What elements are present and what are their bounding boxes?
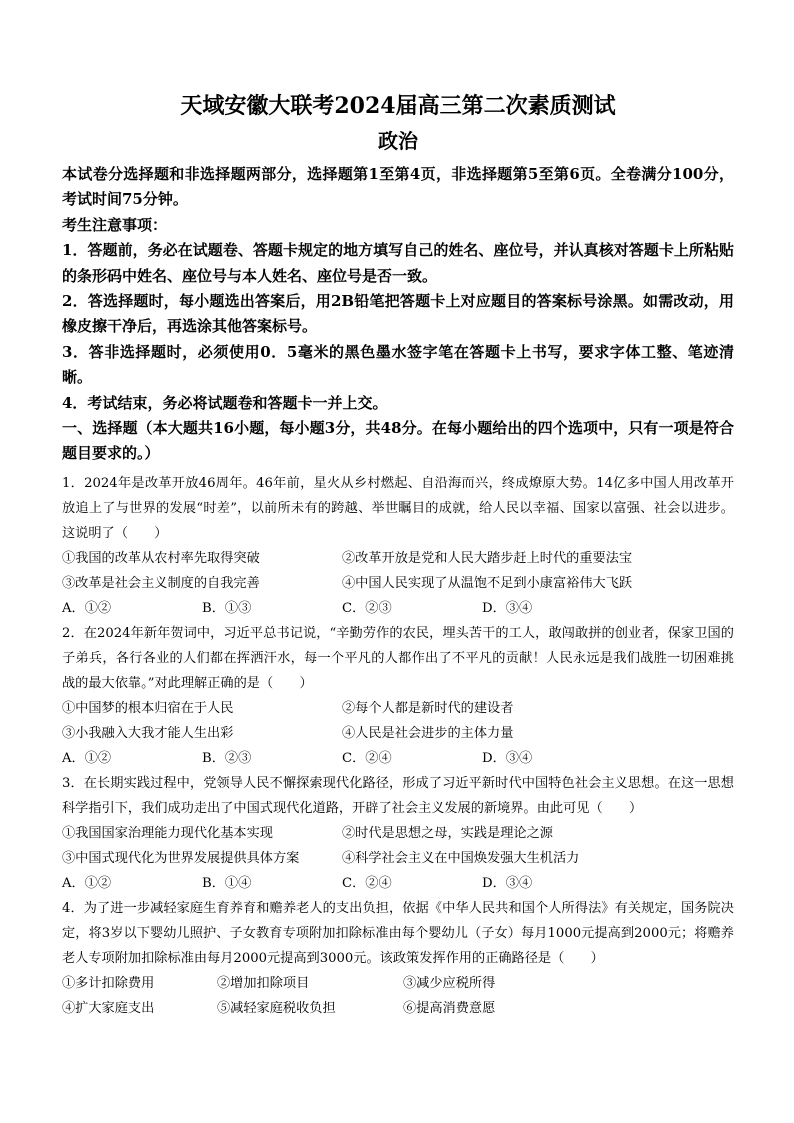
question-stem: 1．2024年是改革开放46周年。46年前，星火从乡村燃起、自沿海而兴，终成燎原大势。14亿多中国人用改革开放追上了与世界的发展“时差”，以前所未有的跨越、举世瞩目的成就，给人民以幸福、国家以富强、社会以进步。这说明了（ ） bbox=[62, 475, 734, 541]
option-item: ③改革是社会主义制度的自我完善 bbox=[62, 575, 260, 591]
notice-item: 1．答题前，务必在试题卷、答题卡规定的地方填写自己的姓名、座位号，并认真核对答题卡上所粘贴的条形码中姓名、座位号与本人姓名、座位号是否一致。 bbox=[62, 241, 734, 285]
question-stem: 4．为了进一步减轻家庭生育养育和赡养老人的支出负担，依据《中华人民共和国个人所得法》有关规定，国务院决定，将3岁以下婴幼儿照护、子女教育专项附加扣除标准由每个婴幼儿（子女）每月1000元提高到2000元；将赡养老人专项附加扣除标准由每月2000元提高到3000元。该政策发挥作用的正确路径是（ ） bbox=[62, 900, 734, 966]
option-item: ③减少应税所得 bbox=[403, 975, 496, 991]
option-item: ⑥提高消费意愿 bbox=[403, 1000, 496, 1016]
option-list bbox=[62, 546, 734, 596]
answer-choice: A．①② bbox=[62, 600, 112, 616]
answer-choice: C．②④ bbox=[342, 875, 392, 891]
option-item: ②改革开放是党和人民大踏步赶上时代的重要法宝 bbox=[342, 550, 633, 566]
notice-item: 2．答选择题时，每小题选出答案后，用2B铅笔把答题卡上对应题目的答案标号涂黑。如需改动，用橡皮擦干净后，再选涂其他答案标号。 bbox=[62, 292, 734, 336]
notice-item: 3．答非选择题时，必须使用0．5毫米的黑色墨水签字笔在答题卡上书写，要求字体工整、笔迹清晰。 bbox=[62, 342, 734, 387]
answer-choice: B．②③ bbox=[202, 750, 252, 766]
option-item: ④中国人民实现了从温饱不足到小康富裕伟大飞跃 bbox=[342, 575, 633, 591]
option-item: ③小我融入大我才能人生出彩 bbox=[62, 725, 234, 741]
answer-choice: C．②④ bbox=[342, 750, 392, 766]
answer-choices bbox=[62, 596, 734, 621]
question-stem: 3．在长期实践过程中，党领导人民不懈探索现代化路径，形成了习近平新时代中国特色社会主义思想。在这一思想科学指引下，我们成功走出了中国式现代化道路，开辟了社会主义发展的新境界。由此可见（ ） bbox=[62, 775, 734, 816]
option-item: ②每个人都是新时代的建设者 bbox=[342, 700, 514, 716]
question-2 bbox=[62, 621, 734, 771]
option-list bbox=[62, 696, 734, 746]
option-item: ①中国梦的根本归宿在于人民 bbox=[62, 700, 234, 716]
option-item: ⑤减轻家庭税收负担 bbox=[217, 1000, 336, 1016]
option-list bbox=[62, 971, 734, 1021]
answer-choice: C．②③ bbox=[342, 600, 392, 616]
question-stem: 2．在2024年新年贺词中，习近平总书记说，“辛勤劳作的农民，埋头苦干的工人，敢闯敢拼的创业者，保家卫国的子弟兵，各行各业的人们都在挥洒汗水，每一个平凡的人都作出了不平凡的贡献！人民永远是我们战胜一切困难挑战的最大依靠。”对此理解正确的是（ ） bbox=[62, 625, 734, 691]
option-item: ①我国国家治理能力现代化基本实现 bbox=[62, 825, 273, 841]
option-list bbox=[62, 821, 734, 871]
answer-choice: D．③④ bbox=[482, 750, 533, 766]
answer-choices bbox=[62, 871, 734, 896]
exam-page bbox=[62, 88, 734, 1021]
answer-choice: D．③④ bbox=[482, 600, 533, 616]
answer-choices bbox=[62, 746, 734, 771]
option-item: ④科学社会主义在中国焕发强大生机活力 bbox=[342, 850, 580, 866]
answer-choice: D．③④ bbox=[482, 875, 533, 891]
option-item: ①多计扣除费用 bbox=[62, 975, 155, 991]
answer-choice: B．①③ bbox=[202, 600, 252, 616]
answer-choice: A．①② bbox=[62, 875, 112, 891]
question-4 bbox=[62, 896, 734, 1021]
notice-title: 考生注意事项： bbox=[62, 215, 168, 234]
option-item: ③中国式现代化为世界发展提供具体方案 bbox=[62, 850, 300, 866]
section-heading: 一、选择题（本大题共16小题，每小题3分，共48分。在每小题给出的四个选项中，只有一项是符合题目要求的。） bbox=[62, 419, 734, 463]
exam-title: 天域安徽大联考2024届高三第二次素质测试 bbox=[180, 93, 616, 119]
subject-title: 政治 bbox=[378, 129, 418, 153]
answer-choice: B．①④ bbox=[202, 875, 252, 891]
option-item: ①我国的改革从农村率先取得突破 bbox=[62, 550, 260, 566]
question-1 bbox=[62, 471, 734, 621]
option-item: ④人民是社会进步的主体力量 bbox=[342, 725, 514, 741]
intro-text: 本试卷分选择题和非选择题两部分，选择题第1至第4页，非选择题第5至第6页。全卷满分100分，考试时间75分钟。 bbox=[62, 165, 734, 209]
notice-item: 4．考试结束，务必将试题卷和答题卡一并上交。 bbox=[62, 393, 388, 412]
answer-choice: A．①② bbox=[62, 750, 112, 766]
option-item: ④扩大家庭支出 bbox=[62, 1000, 155, 1016]
option-item: ②时代是思想之母，实践是理论之源 bbox=[342, 825, 553, 841]
question-3 bbox=[62, 771, 734, 896]
option-item: ②增加扣除项目 bbox=[217, 975, 310, 991]
